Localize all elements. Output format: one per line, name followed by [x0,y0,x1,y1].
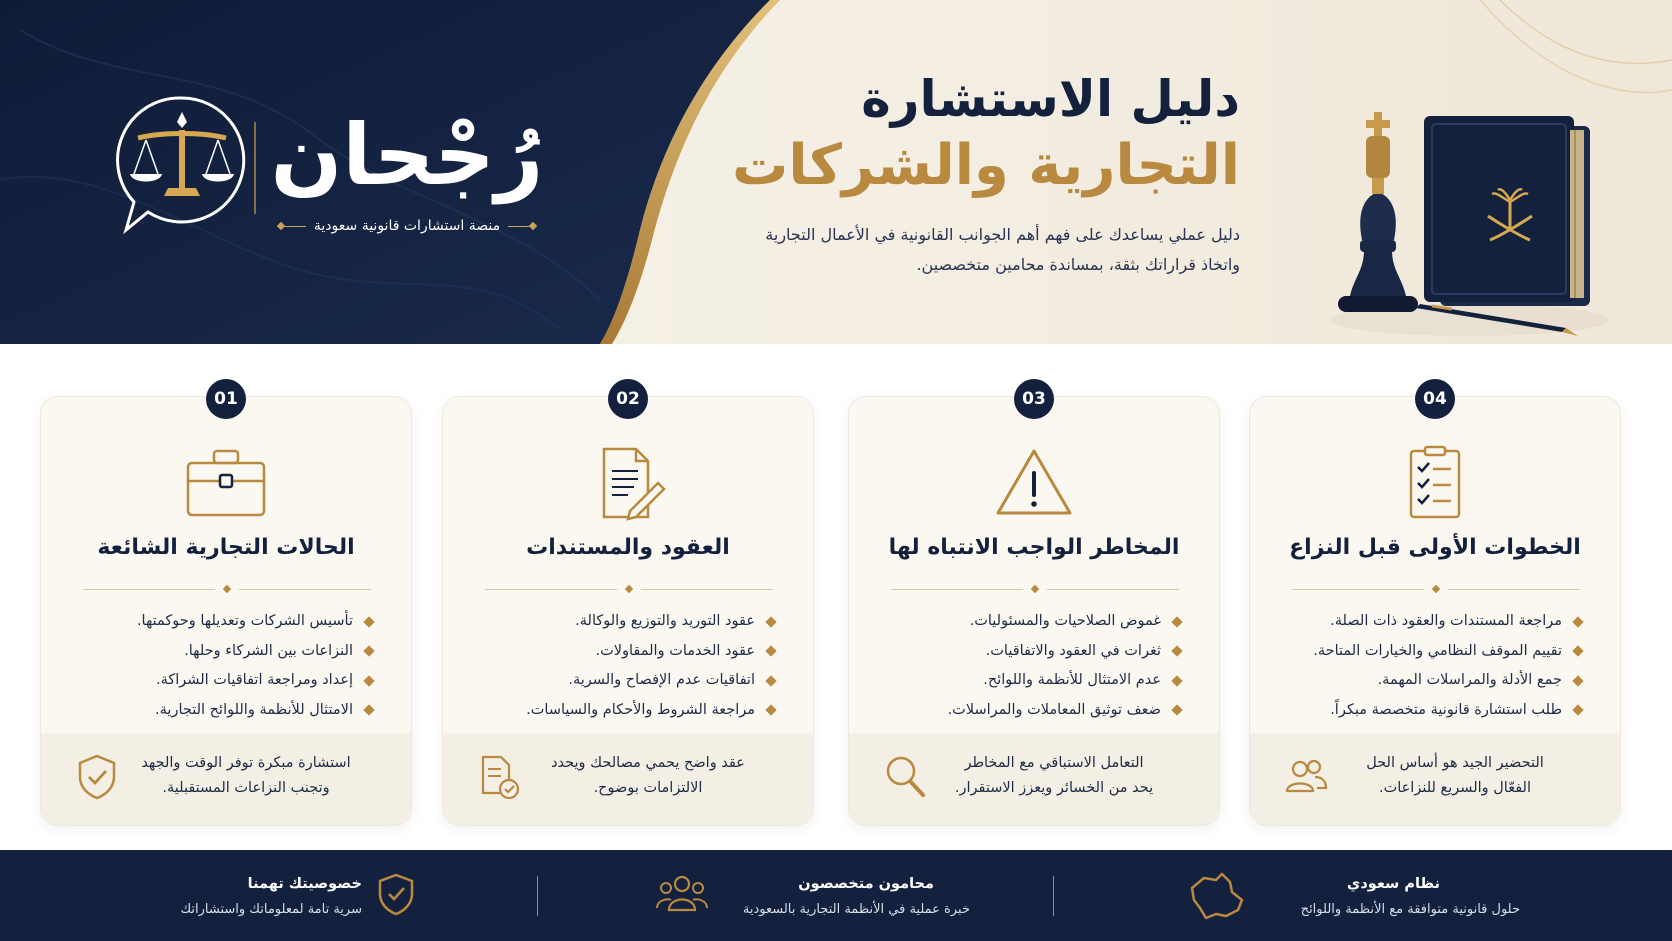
card-footer-line2: وتجنب النزاعات المستقبلية. [162,780,330,796]
checklist-icon [1393,445,1477,521]
card-number-badge: 02 [608,379,648,419]
tagline-ornament-right [508,223,536,229]
brand-name: رُجْحان [270,106,544,204]
document-pen-icon [586,445,670,521]
list-item-text: تقييم الموقف النظامي والخيارات المتاحة. [1313,642,1562,659]
brand-tagline-row [272,214,542,238]
card-footer-text [939,751,1169,801]
hero-description-line2: واتخاذ قراراتك بثقة، بمساندة محامين متخصصين. [916,255,1240,274]
list-item [465,607,775,637]
card-footer-line1: عقد واضح يحمي مصالحك ويحدد [551,755,745,771]
feature-title: نظام سعودي [1347,876,1440,892]
diamond-bullet-icon [765,705,776,716]
card-footer [849,733,1219,825]
card-footer-text [131,751,361,801]
brand-tagline: منصة استشارات قانونية سعودية [313,218,501,234]
card-footer-line1: التحضير الجيد هو أساس الحل [1366,755,1544,771]
list-item [63,696,373,726]
list-item [63,637,373,667]
list-item-text: إعداد ومراجعة اتفاقيات الشراكة. [155,672,353,688]
feature-divider [1053,876,1054,916]
diamond-bullet-icon [363,705,374,716]
list-item [1272,696,1582,726]
scales-of-justice-icon [112,92,252,238]
card-list [1272,607,1582,725]
list-item-text: مراجعة الشروط والأحكام والسياسات. [526,701,755,718]
list-item-text: اتفاقيات عدم الإفصاح والسرية. [568,672,755,688]
diamond-bullet-icon [1572,675,1583,686]
list-item [465,637,775,667]
list-item [871,666,1181,696]
magnifier-icon [883,753,927,801]
feature-title: محامون متخصصون [798,876,934,892]
card-footer-line1: استشارة مبكرة توفر الوقت والجهد [141,755,351,771]
card-footer-line2: الالتزامات بوضوح. [593,780,703,796]
hero-description-line1: دليل عملي يساعدك على فهم أهم الجوانب القانونية في الأعمال التجارية [765,225,1240,244]
brand-logo[interactable] [112,92,552,242]
list-item [1272,637,1582,667]
list-item [465,666,775,696]
team-icon [656,874,708,914]
card-title: المخاطر الواجب الانتباه لها [888,535,1180,560]
card-title: الحالات التجارية الشائعة [97,535,355,560]
diamond-bullet-icon [363,675,374,686]
card-divider [83,585,371,595]
card-list [465,607,775,725]
feature-subtitle: حلول قانونية متوافقة مع الأنظمة واللوائح [1300,902,1520,917]
diamond-bullet-icon [1171,675,1182,686]
card-title: العقود والمستندات [526,535,730,560]
list-item [871,607,1181,637]
privacy-shield-icon [376,872,416,918]
diamond-bullet-icon [1572,705,1583,716]
card-footer-line2: يحد من الخسائر ويعزز الاستقرار. [954,780,1154,796]
brand-divider [254,122,256,214]
card-footer-text [1340,751,1570,801]
card-footer-line2: الفعّال والسريع للنزاعات. [1378,780,1532,796]
list-item-text: عقود التوريد والتوزيع والوكالة. [575,613,755,629]
card-footer [443,733,813,825]
card-list [63,607,373,725]
tagline-ornament-left [278,223,306,229]
list-item [871,696,1181,726]
card-divider [1292,585,1580,595]
diamond-bullet-icon [1171,646,1182,657]
hero-text [680,66,1240,280]
list-item-text: غموض الصلاحيات والمسئوليات. [969,613,1161,629]
card-number-badge: 03 [1014,379,1054,419]
diamond-bullet-icon [1572,646,1583,657]
document-check-icon [477,753,521,801]
card-footer [41,733,411,825]
card-contracts[interactable] [442,389,814,826]
features-bar [0,850,1672,941]
diamond-bullet-icon [1171,616,1182,627]
list-item [1272,607,1582,637]
feature-privacy [170,850,420,941]
diamond-bullet-icon [1572,616,1583,627]
list-item-text: عدم الامتثال للأنظمة واللوائح. [983,672,1161,688]
briefcase-icon [184,445,268,521]
card-divider [891,585,1179,595]
list-item-text: ضعف توثيق المعاملات والمراسلات. [947,701,1161,718]
card-list [871,607,1181,725]
list-item [1272,666,1582,696]
diamond-bullet-icon [363,646,374,657]
list-item-text: عقود الخدمات والمقاولات. [595,642,755,659]
feature-title: خصوصيتك تهمنا [247,876,362,892]
card-title: الخطوات الأولى قبل النزاع [1289,535,1581,560]
hero-description [680,220,1240,280]
card-number-badge: 04 [1415,379,1455,419]
warning-icon [992,445,1076,521]
list-item-text: الامتثال للأنظمة واللوائح التجارية. [155,701,353,718]
diamond-bullet-icon [1171,705,1182,716]
saudi-map-icon [1186,870,1246,922]
users-icon [1284,753,1328,801]
card-footer-text [533,751,763,801]
guide-cards [0,389,1672,826]
diamond-bullet-icon [765,646,776,657]
card-divider [485,585,773,595]
hero-banner [0,0,1672,344]
card-number-badge: 01 [206,379,246,419]
list-item-text: ثغرات في العقود والاتفاقيات. [985,642,1161,659]
shield-check-icon [75,753,119,801]
card-common-cases[interactable] [40,389,412,826]
books-chess-pen-illustration [1320,100,1620,344]
feature-specialized-lawyers [650,850,990,941]
diamond-bullet-icon [765,675,776,686]
diamond-bullet-icon [765,616,776,627]
card-footer [1250,733,1620,825]
list-item [871,637,1181,667]
list-item-text: طلب استشارة قانونية متخصصة مبكراً. [1330,701,1562,718]
list-item [465,696,775,726]
hero-title-line2: التجارية والشركات [732,133,1240,198]
feature-subtitle: سرية تامة لمعلوماتك واستشاراتك [180,902,362,917]
list-item-text: تأسيس الشركات وتعديلها وحوكمتها. [136,613,353,629]
diamond-bullet-icon [363,616,374,627]
feature-saudi-system [1180,850,1540,941]
list-item-text: جمع الأدلة والمراسلات المهمة. [1377,672,1562,688]
card-first-steps[interactable] [1249,389,1621,826]
feature-divider [537,876,538,916]
list-item-text: النزاعات بين الشركاء وحلها. [184,642,353,659]
list-item [63,666,373,696]
list-item-text: مراجعة المستندات والعقود ذات الصلة. [1330,613,1562,629]
list-item [63,607,373,637]
card-risks[interactable] [848,389,1220,826]
card-footer-line1: التعامل الاستباقي مع المخاطر [964,755,1144,771]
hero-title-line1: دليل الاستشارة [861,70,1240,128]
feature-subtitle: خبرة عملية في الأنظمة التجارية بالسعودية [742,902,970,917]
